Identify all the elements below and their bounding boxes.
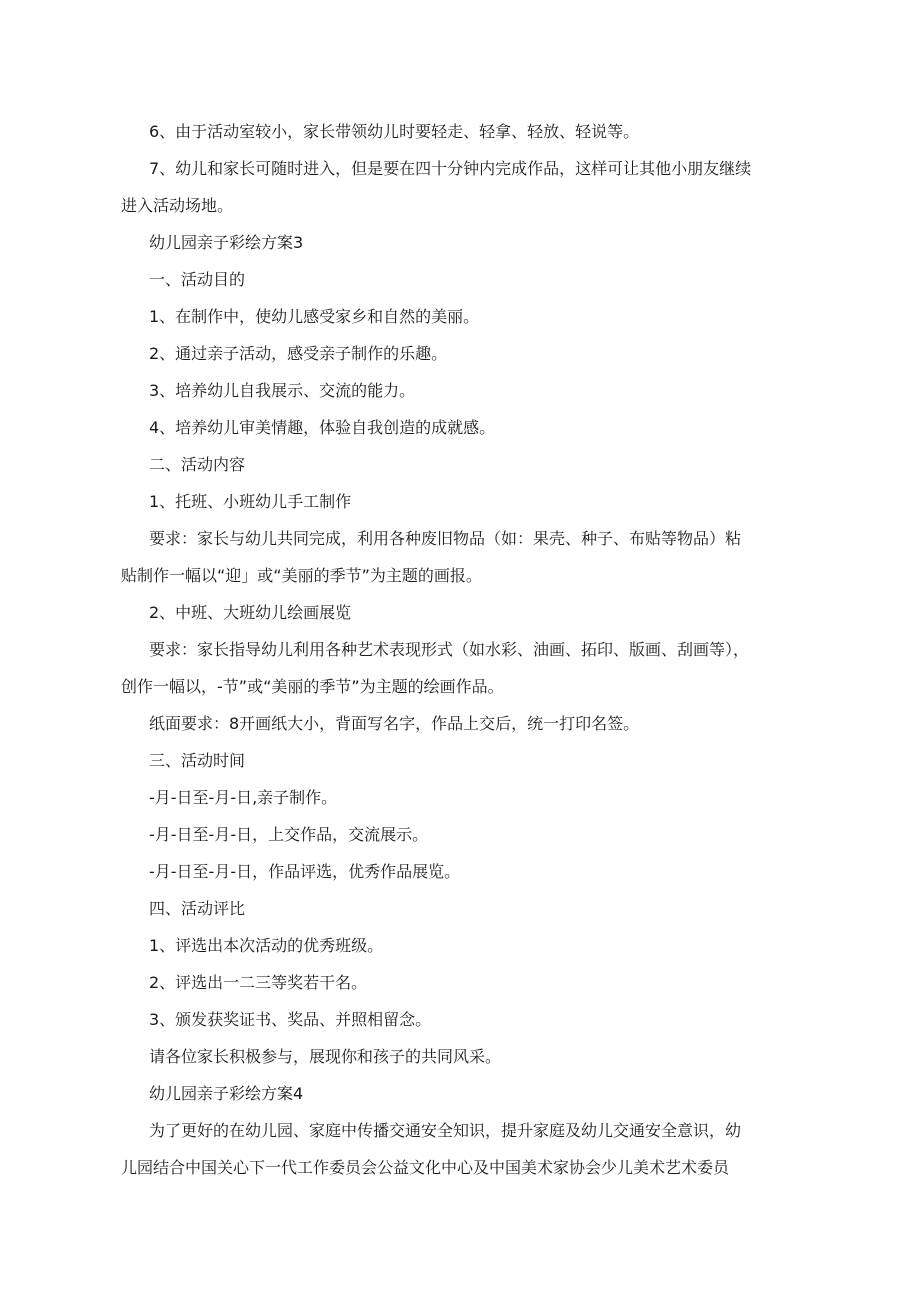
paragraph-line: 6、由于活动室较小，家长带领幼儿时要轻走、轻拿、轻放、轻说等。 (149, 122, 640, 141)
paragraph-line: 纸面要求：8开画纸大小，背面写名字，作品上交后，统一打印名签。 (149, 714, 640, 733)
paragraph-line: 要求：家长指导幼儿利用各种艺术表现形式（如水彩、油画、拓印、版画、刮画等）， (149, 640, 750, 659)
paragraph-line: -月-日至-月-日,亲子制作。 (149, 788, 338, 807)
paragraph-line: 7、幼儿和家长可随时进入，但是要在四十分钟内完成作品，这样可让其他小朋友继续 (149, 159, 752, 178)
paragraph-line: 贴制作一幅以“迎」或“美丽的季节”为主题的画报。 (121, 566, 482, 585)
section-title: 幼儿园亲子彩绘方案4 (149, 1084, 304, 1103)
paragraph-line: -月-日至-月-日，作品评选，优秀作品展览。 (149, 862, 461, 881)
section-heading: 二、活动内容 (149, 455, 246, 474)
paragraph-line: 进入活动场地。 (121, 196, 234, 215)
paragraph-line: 为了更好的在幼儿园、家庭中传播交通安全知识，提升家庭及幼儿交通安全意识，幼 (149, 1121, 742, 1140)
section-heading: 一、活动目的 (149, 270, 246, 289)
paragraph-line: -月-日至-月-日，上交作品，交流展示。 (149, 825, 429, 844)
paragraph-line: 3、颁发获奖证书、奖品、并照相留念。 (149, 1010, 432, 1029)
paragraph-line: 1、在制作中，使幼儿感受家乡和自然的美丽。 (149, 307, 480, 326)
paragraph-line: 请各位家长积极参与，展现你和孩子的共同风采。 (149, 1047, 502, 1066)
document-body (121, 113, 793, 1186)
section-heading: 四、活动评比 (149, 899, 246, 918)
paragraph-line: 要求：家长与幼儿共同完成，利用各种废旧物品（如：果壳、种子、布贴等物品）粘 (149, 529, 742, 548)
paragraph-line: 2、通过亲子活动，感受亲子制作的乐趣。 (149, 344, 448, 363)
paragraph-line: 1、评选出本次活动的优秀班级。 (149, 936, 384, 955)
section-heading: 三、活动时间 (149, 751, 246, 770)
paragraph-line: 4、培养幼儿审美情趣，体验自我创造的成就感。 (149, 418, 496, 437)
paragraph-line: 2、评选出一二三等奖若干名。 (149, 973, 368, 992)
paragraph-line: 创作一幅以，-节”或“美丽的季节”为主题的绘画作品。 (121, 677, 504, 696)
paragraph-line: 2、中班、大班幼儿绘画展览 (149, 603, 352, 622)
section-title: 幼儿园亲子彩绘方案3 (149, 233, 304, 252)
paragraph-line: 3、培养幼儿自我展示、交流的能力。 (149, 381, 416, 400)
paragraph-line: 儿园结合中国关心下一代工作委员会公益文化中心及中国美术家协会少儿美术艺术委员 (121, 1158, 730, 1177)
paragraph-line: 1、托班、小班幼儿手工制作 (149, 492, 352, 511)
